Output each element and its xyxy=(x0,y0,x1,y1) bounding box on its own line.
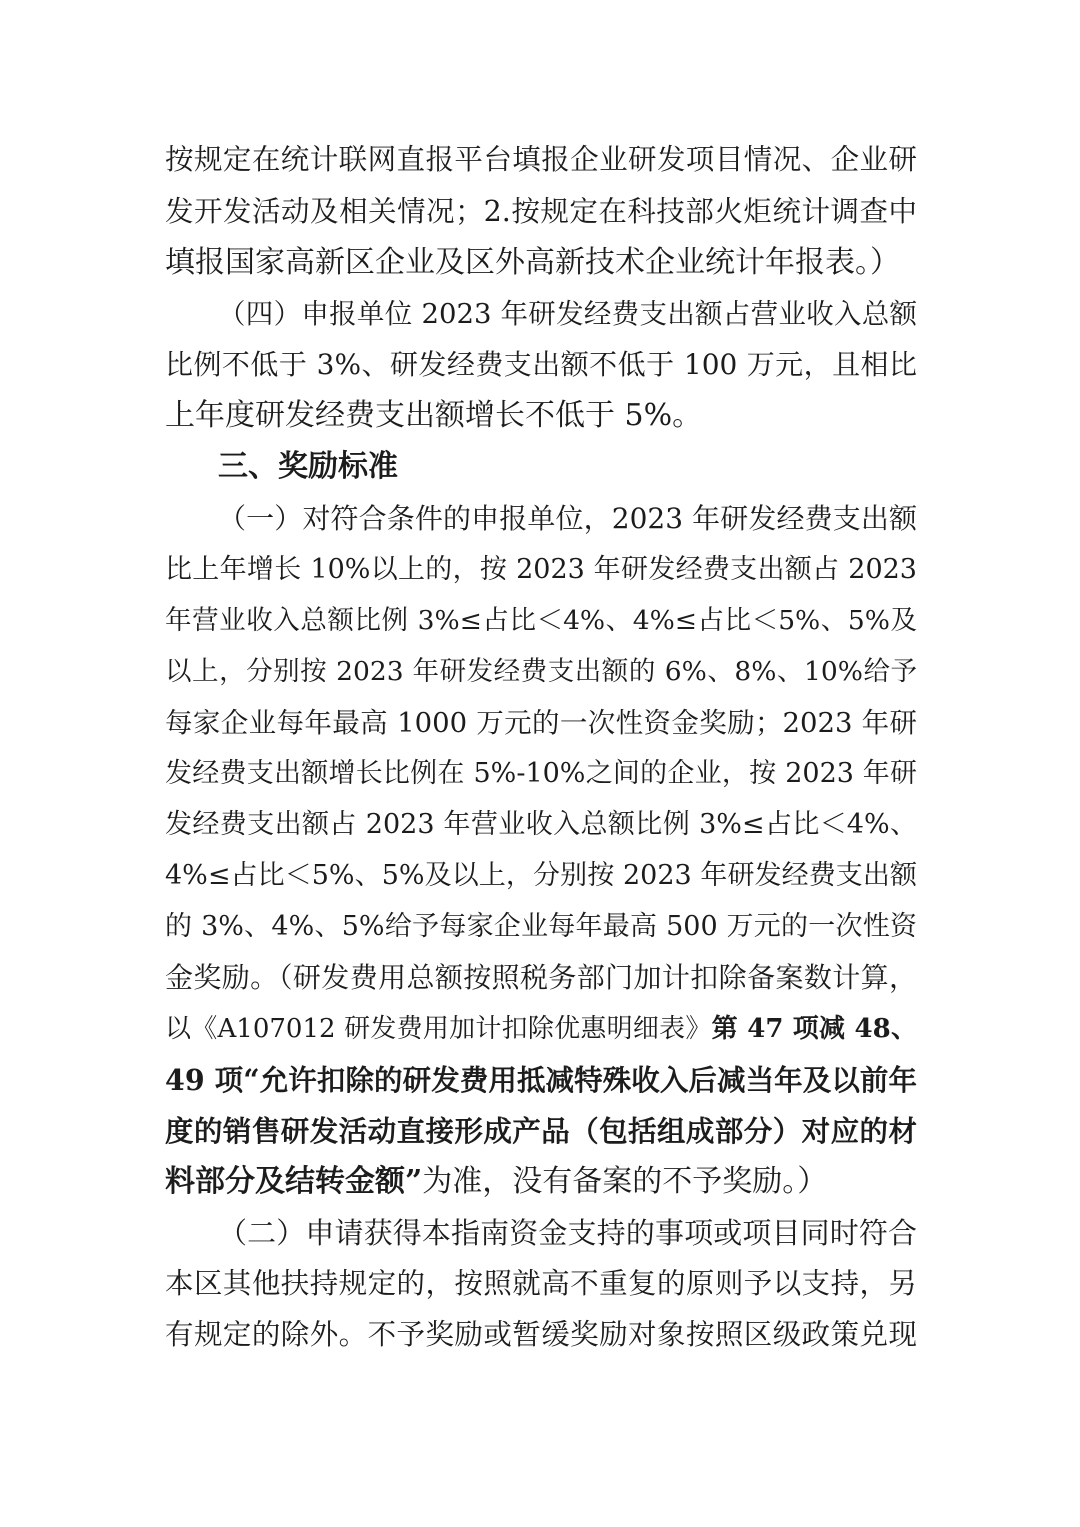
text-line-10: 年营业收入总额比例 3%≤占比＜4%、4%≤占比＜5%、5%及 xyxy=(165,605,917,636)
text-line-6: 上年度研发经费支出额增长不低于 5%。 xyxy=(165,398,703,433)
text-line-16: 的 3%、4%、5%给予每家企业每年最高 500 万元的一次性资 xyxy=(165,911,917,942)
text-line-14: 发经费支出额占 2023 年营业收入总额比例 3%≤占比＜4%、 xyxy=(165,809,917,840)
text-line-24: 有规定的除外。不予奖励或暂缓奖励对象按照区级政策兑现 xyxy=(165,1318,917,1351)
text-line-20: 度的销售研发活动直接形成产品（包括组成部分）对应的材 xyxy=(165,1114,917,1148)
text-line-22: （二）申请获得本指南资金支持的事项或项目同时符合 xyxy=(218,1216,917,1250)
text-line-13: 发经费支出额增长比例在 5%-10%之间的企业，按 2023 年研 xyxy=(165,758,917,789)
text-line-8: （一）对符合条件的申报单位，2023 年研发经费支出额 xyxy=(218,502,917,535)
text-line-18: 以《A107012 研发费用加计扣除优惠明细表》第 47 项减 48、 xyxy=(165,1014,917,1044)
text-line-3: 填报国家高新区企业及区外高新技术企业统计年报表。） xyxy=(165,245,900,280)
text-line-5: 比例不低于 3%、研发经费支出额不低于 100 万元，且相比 xyxy=(165,348,917,381)
text-line-21: 料部分及结转金额”为准，没有备案的不予奖励。） xyxy=(165,1164,828,1199)
text-line-23: 本区其他扶持规定的，按照就高不重复的原则予以支持，另 xyxy=(165,1267,917,1300)
text-line-4: （四）申报单位 2023 年研发经费支出额占营业收入总额 xyxy=(218,298,917,330)
text-line-11: 以上，分别按 2023 年研发经费支出额的 6%、8%、10%给予 xyxy=(165,656,917,687)
text-line-17: 金奖励。（研发费用总额按照税务部门加计扣除备案数计算， xyxy=(165,961,917,994)
text-line-15: 4%≤占比＜5%、5%及以上，分别按 2023 年研发经费支出额 xyxy=(165,860,917,891)
text-line-2: 发开发活动及相关情况；2.按规定在科技部火炬统计调查中 xyxy=(165,195,917,228)
section-heading: 三、奖励标准 xyxy=(218,449,398,484)
text-line-9: 比上年增长 10%以上的，按 2023 年研发经费支出额占 2023 xyxy=(165,554,917,585)
text-line-19: 49 项“允许扣除的研发费用抵减特殊收入后减当年及以前年 xyxy=(165,1063,917,1097)
text-line-12: 每家企业每年最高 1000 万元的一次性资金奖励；2023 年研 xyxy=(165,707,917,739)
text-line-1: 按规定在统计联网直报平台填报企业研发项目情况、企业研 xyxy=(165,143,917,176)
